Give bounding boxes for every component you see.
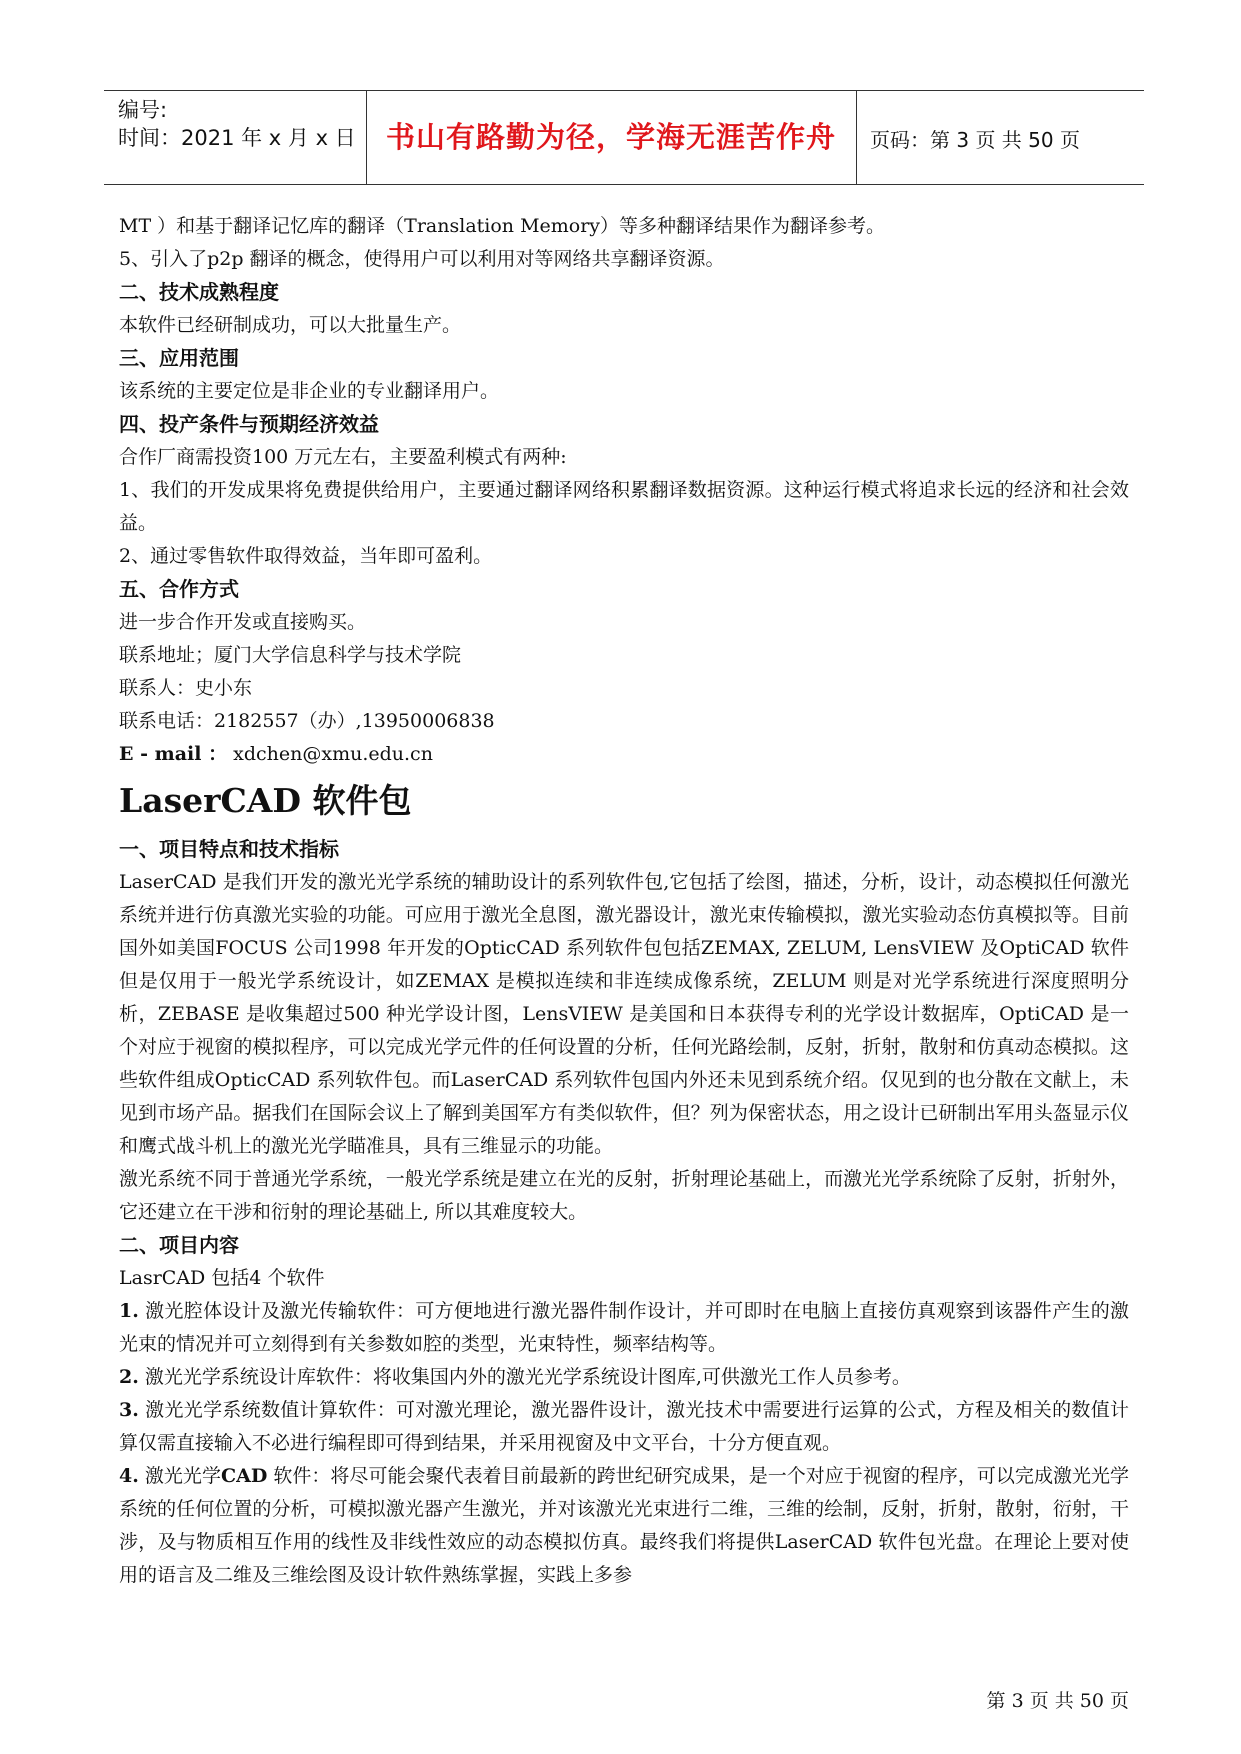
section-heading: 二、项目内容 [119,1233,239,1257]
list-item [119,1394,1129,1460]
contact-email-line [119,738,1129,771]
section-title: LaserCAD 软件包 [119,781,412,820]
paragraph: 合作厂商需投资100 万元左右，主要盈利模式有两种: [119,446,567,468]
item-text: 软件：将尽可能会聚代表着目前最新的跨世纪研究成果，是一个对应于视窗的程序，可以完成激光光学系统的任何位置的分析，可模拟激光器产生激光，并对该激光光束进行二维，三维的绘制，反射，折射，散射，衍射，干涉，及与物质相互作用的线性及非线性效应的动态模拟仿真。最终我们将提供LaserCAD 软件包光盘。在理论上要对使用的语言及二维及三维绘图及设计软件熟练掌握，实践上多参 [119,1465,1130,1586]
section-heading: 五、合作方式 [119,577,239,601]
document-body [119,210,1129,1592]
paragraph: LaserCAD 是我们开发的激光光学系统的辅助设计的系列软件包,它包括了绘图，描述，分析，设计，动态模拟任何激光系统并进行仿真激光实验的功能。可应用于激光全息图，激光器设计，激光束传输模拟，激光实验动态仿真模拟等。目前国外如美国FOCUS 公司1998 年开发的OpticCAD 系列软件包包括ZEMAX, ZELUM, LensVIEW 及OptiCAD 软件但是仅用于一般光学系统设计，如ZEMAX 是模拟连续和非连续成像系统，ZELUM 则是对光学系统进行深度照明分析，ZEBASE 是收集超过500 种光学设计图，LensVIEW 是美国和日本获得专利的光学设计数据库，OptiCAD 是一个对应于视窗的模拟程序，可以完成光学元件的任何设置的分析，任何光路绘制，反射，折射，散射和仿真动态模拟。这些软件组成OpticCAD 系列软件包。而LaserCAD 系列软件包国内外还未见到系统介绍。仅见到的也分散在文献上，未见到市场产品。据我们在国际会议上了解到美国军方有类似软件，但？列为保密状态，用之设计已研制出军用头盔显示仪和鹰式战斗机上的激光光学瞄准具，具有三维显示的功能。 [119,871,1129,1157]
item-text: 激光光学系统数值计算软件：可对激光理论，激光器件设计，激光技术中需要进行运算的公式，方程及相关的数值计算仅需直接输入不必进行编程即可得到结果，并采用视窗及中文平台，十分方便直观。 [119,1399,1129,1454]
contact-person: 联系人：史小东 [119,677,253,699]
paragraph: 进一步合作开发或直接购买。 [119,611,367,633]
item-text: 激光光学系统设计库软件：将收集国内外的激光光学系统设计图库,可供激光工作人员参考。 [138,1366,911,1388]
list-item [119,1361,1129,1394]
item-text-pre: 激光光学 [138,1465,221,1487]
section-heading: 三、应用范围 [119,346,239,370]
list-item [119,1295,1129,1361]
item-number: 1. [119,1300,139,1322]
contact-phone: 联系电话：2182557（办）,13950006838 [119,710,495,732]
header-meta [118,96,356,152]
item-number: 4. [119,1465,139,1487]
page-header [104,90,1144,185]
item-text: 激光腔体设计及激光传输软件：可方便地进行激光器件制作设计，并可即时在电脑上直接仿真观察到该器件产生的激光束的情况并可立刻得到有关参数如腔的类型，光束特性，频率结构等。 [119,1300,1129,1355]
code-label: 编号: [118,98,168,122]
item-number: 2. [119,1366,139,1388]
paragraph: MT ）和基于翻译记忆库的翻译（Translation Memory）等多种翻译结果作为翻译参考。 [119,215,886,237]
paragraph: 1、我们的开发成果将免费提供给用户，主要通过翻译网络积累翻译数据资源。这种运行模式将追求长远的经济和社会效益。 [119,479,1129,534]
header-page-info: 页码：第 3 页 共 50 页 [870,128,1080,152]
email-label: E - mail ： [119,743,228,765]
header-motto: 书山有路勤为径，学海无涯苦作舟 [385,120,836,154]
section-heading: 一、项目特点和技术指标 [119,837,339,861]
header-divider [856,91,857,184]
time-label: 时间：2021 年 x 月 x 日 [118,126,356,150]
section-heading: 二、技术成熟程度 [119,280,279,304]
email-address: xdchen@xmu.edu.cn [233,743,433,765]
paragraph: LasrCAD 包括4 个软件 [119,1267,325,1289]
paragraph: 激光系统不同于普通光学系统，一般光学系统是建立在光的反射，折射理论基础上，而激光光学系统除了反射，折射外，它还建立在干涉和衍射的理论基础上, 所以其难度较大。 [119,1168,1129,1223]
page-footer: 第 3 页 共 50 页 [986,1690,1129,1712]
item-number: 3. [119,1399,139,1421]
paragraph: 2、通过零售软件取得效益，当年即可盈利。 [119,545,493,567]
section-heading: 四、投产条件与预期经济效益 [119,412,379,436]
paragraph: 该系统的主要定位是非企业的专业翻译用户。 [119,380,500,402]
paragraph: 本软件已经研制成功，可以大批量生产。 [119,314,462,336]
list-item [119,1460,1129,1592]
contact-address: 联系地址；厦门大学信息科学与技术学院 [119,644,462,666]
paragraph: 5、引入了p2p 翻译的概念，使得用户可以利用对等网络共享翻译资源。 [119,248,725,270]
item-text-bold: CAD [220,1465,268,1487]
